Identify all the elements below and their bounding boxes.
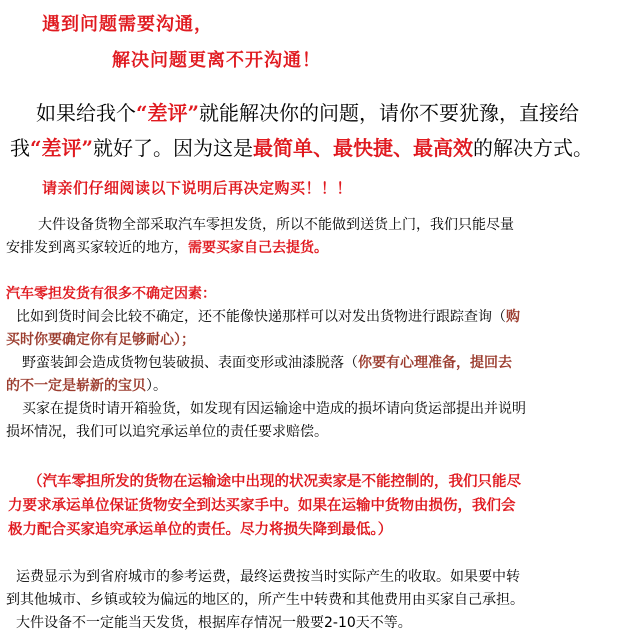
uncertain-line-1 (6, 306, 612, 329)
shipping-paragraph (0, 214, 620, 260)
mental-prep-highlight: 你要有心理准备，提回去 (358, 355, 512, 371)
uncertain-text: ）。 (146, 378, 167, 394)
intro-text: 如果给我个 (36, 101, 136, 125)
shipping-text: 安排发到离买家较近的地方， (6, 240, 188, 256)
bad-review-highlight: “差评” (136, 101, 200, 125)
intro-line-1 (10, 96, 612, 131)
warning-paragraph (0, 470, 620, 542)
uncertain-text: 野蛮装卸会造成货物包装破损、表面变形或油漆脱落（ (22, 355, 358, 371)
uncertain-title: 汽车零担发货有很多不确定因素： (6, 286, 216, 302)
intro-text: 就好了。因为这是 (93, 136, 254, 160)
freight-line-2: 到其他城市、乡镇或较为偏远的地区的，所产生中转费和其他费用由买家自己承担。 (6, 592, 524, 608)
bad-review-highlight: “差评” (30, 136, 94, 160)
shipping-line-2 (6, 237, 612, 260)
notice-text: 请亲们仔细阅读以下说明后再决定购买！！！ (42, 179, 353, 197)
intro-line-2 (10, 131, 612, 166)
uncertain-line-2: 买时你要确定你有足够耐心）； (6, 332, 195, 348)
intro-paragraph (0, 96, 620, 166)
patience-highlight: 购 (506, 309, 520, 325)
intro-text: 就能解决你的问题，请你不要犹豫，直接给 (199, 101, 580, 125)
freight-line-3: 大件设备不一定能当天发货，根据库存情况一般要2-10天不等。 (16, 615, 412, 631)
freight-line-1: 运费显示为到省府城市的参考运费，最终运费按当时实际产生的收取。如果要中转 (16, 569, 520, 585)
warning-line-1: （汽车零担所发的货物在运输途中出现的状况卖家是不能控制的，我们只能尽 (28, 473, 521, 490)
freight-paragraph (0, 566, 620, 635)
shipping-line-1: 大件设备货物全部采取汽车零担发货，所以不能做到送货上门，我们只能尽量 (38, 217, 514, 233)
uncertain-line-3 (6, 352, 612, 375)
not-new-highlight: 的不一定是崭新的宝贝 (6, 378, 146, 394)
uncertain-line-5: 买家在提货时请开箱验货，如发现有因运输途中造成的损坏请向货运部提出并说明 (22, 401, 526, 417)
header-line-1: 遇到问题需要沟通， (42, 14, 213, 35)
fastest-highlight: 最简单、最快捷、最高效 (253, 136, 474, 160)
pickup-highlight: 需要买家自己去提货。 (188, 240, 328, 256)
uncertain-line-6: 损坏情况，我们可以追究承运单位的责任要求赔偿。 (6, 424, 328, 440)
intro-text: 我 (10, 136, 30, 160)
uncertain-line-4 (6, 375, 612, 398)
uncertain-text: 比如到货时间会比较不确定，还不能像快递那样可以对发出货物进行跟踪查询（ (16, 309, 506, 325)
intro-text: 的解决方式。 (473, 136, 594, 160)
uncertain-section (0, 283, 620, 444)
warning-line-3: 极力配合买家追究承运单位的责任。尽力将损失降到最低。） (8, 521, 393, 538)
warning-line-2: 力要求承运单位保证货物安全到达买家手中。如果在运输中货物由损伤，我们会 (8, 497, 516, 514)
header-line-2: 解决问题更离不开沟通！ (112, 50, 321, 71)
